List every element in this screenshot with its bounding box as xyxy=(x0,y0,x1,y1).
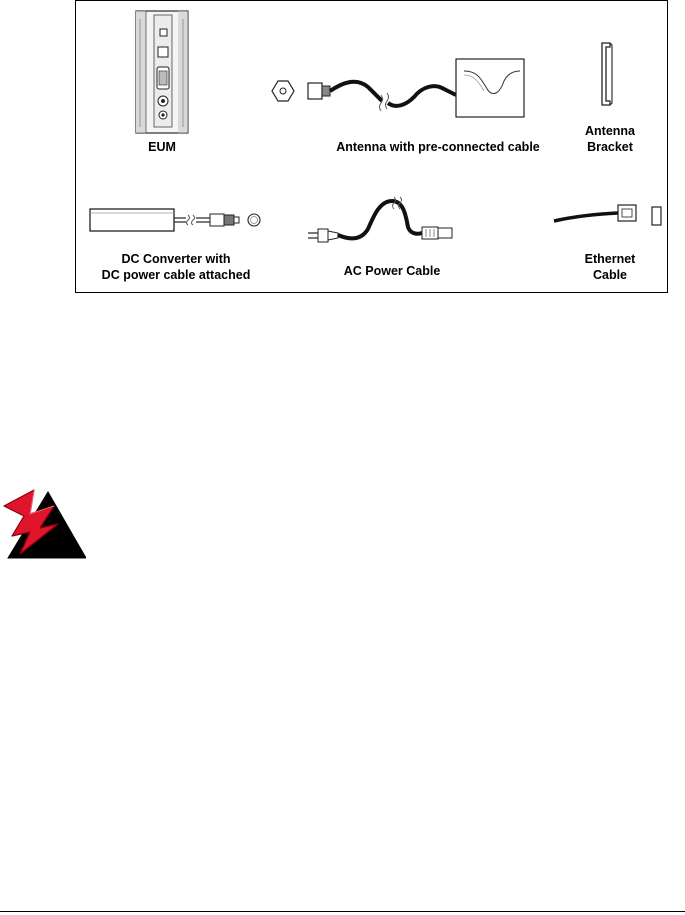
dc-converter-illustration xyxy=(86,203,270,237)
caption-ethernet-cable: Ethernet Cable xyxy=(584,252,636,282)
caption-antenna: Antenna with pre-connected cable xyxy=(336,140,540,154)
caption-eum: EUM xyxy=(148,140,176,154)
footer-rule xyxy=(0,911,685,912)
ethernet-cable-illustration xyxy=(552,199,664,235)
caption-antenna-bracket: Antenna Bracket xyxy=(585,124,635,154)
caption-ac-power-cable: AC Power Cable xyxy=(343,264,441,278)
eum-unit-illustration xyxy=(132,9,192,135)
electrical-hazard-warning-icon xyxy=(0,488,86,560)
antenna-bracket-illustration xyxy=(594,39,618,109)
caption-dc-converter: DC Converter with DC power cable attached xyxy=(101,252,251,282)
package-contents-figure xyxy=(75,0,668,293)
antenna-illustration xyxy=(264,53,536,123)
ac-power-cable-illustration xyxy=(304,193,480,249)
